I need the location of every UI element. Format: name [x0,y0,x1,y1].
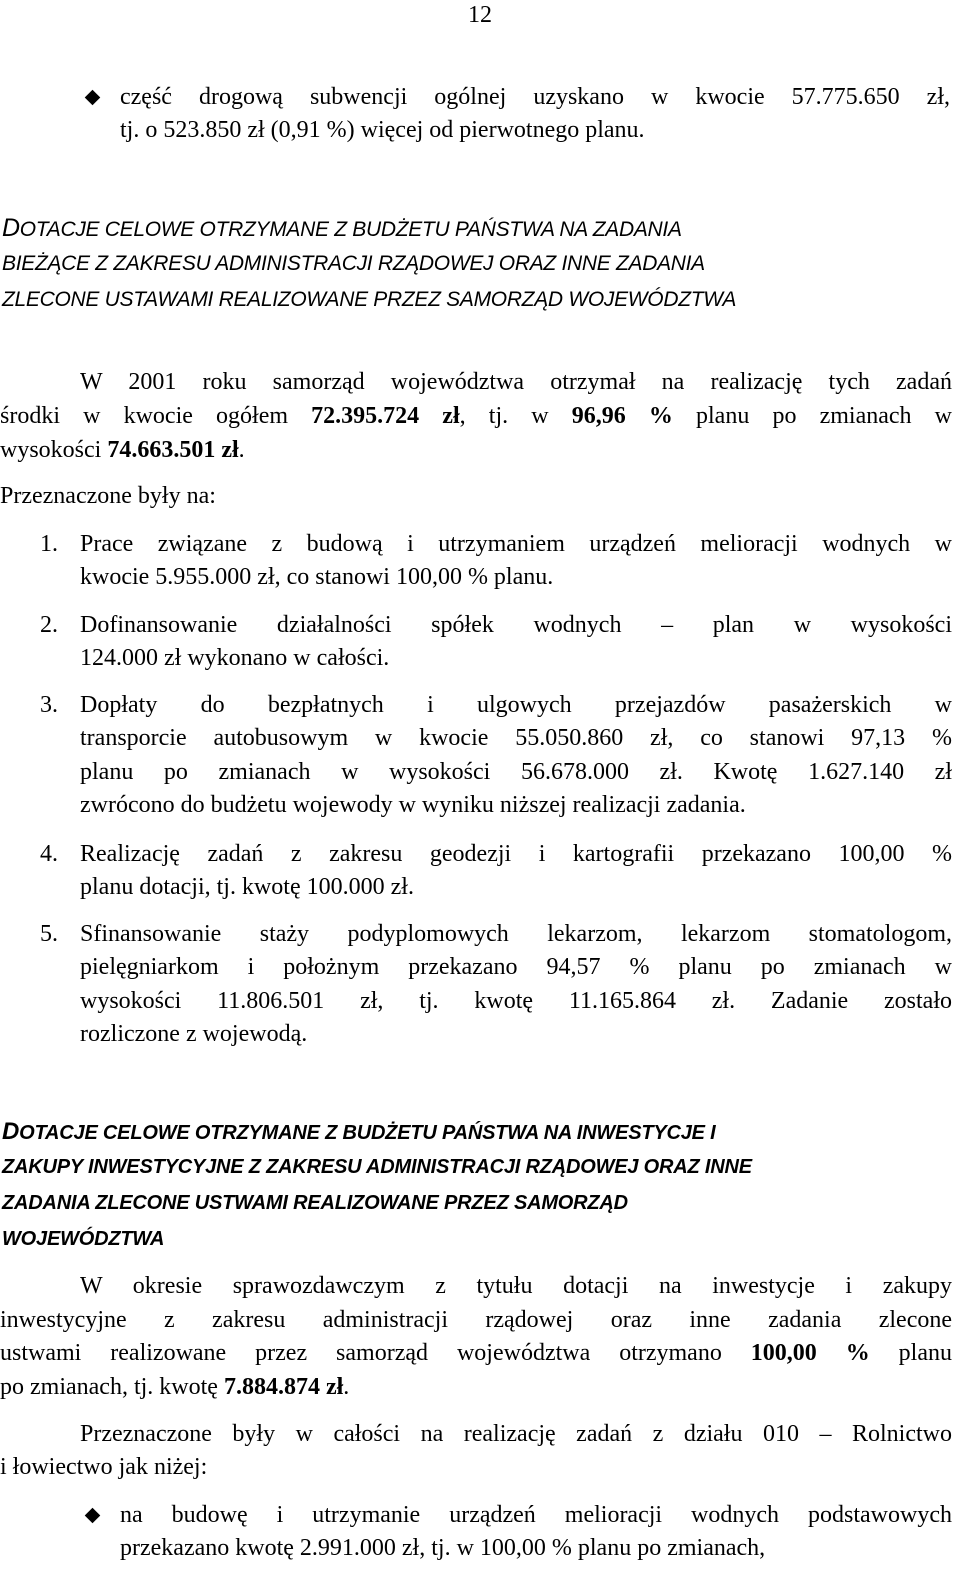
item-line: wysokości 11.806.501 zł, tj. kwotę 11.165.864 zł. Zadanie zostało [80,988,952,1014]
paragraph-line: środki w kwocie ogółem 72.395.724 zł, tj. w 96,96 % planu po zmianach w [0,403,953,429]
item-line: Sfinansowanie staży podyplomowych lekarzom, lekarzom stomatologom, [80,921,952,947]
section-heading: DOTACJE CELOWE OTRZYMANE Z BUDŻETU PAŃSTWA NA INWESTYCJE I [2,1118,716,1145]
item-number: 2. [40,612,58,638]
item-line: pielęgniarkom i położnym przekazano 94,57 % planu po zmianach w [80,954,952,980]
section-heading: DOTACJE CELOWE OTRZYMANE Z BUDŻETU PAŃSTWA NA ZADANIA [2,214,682,242]
item-line: Dofinansowanie działalności spółek wodnych – plan w wysokości [80,612,952,638]
item-line: Prace związane z budową i utrzymaniem urządzeń melioracji wodnych w [80,531,952,557]
item-number: 4. [40,841,58,867]
item-line: transporcie autobusowym w kwocie 55.050.860 zł, co stanowi 97,13 % [80,725,952,751]
item-number: 1. [40,531,58,557]
section-heading: BIEŻĄCE Z ZAKRESU ADMINISTRACJI RZĄDOWEJ ORAZ INNE ZADANIA [2,252,705,275]
bullet-text-line: przekazano kwotę 2.991.000 zł, tj. w 100,00 % planu po zmianach, [120,1535,766,1561]
paragraph-intro: Przeznaczone były na: [0,483,216,509]
paragraph-line: inwestycyjne z zakresu administracji rządowej oraz inne zadania zlecone [0,1307,952,1333]
item-line: zwrócono do budżetu wojewody w wyniku niższej realizacji zadania. [80,792,746,818]
paragraph-line: W okresie sprawozdawczym z tytułu dotacji na inwestycje i zakupy [80,1273,952,1299]
bullet-text-line: na budowę i utrzymanie urządzeń melioracji wodnych podstawowych [120,1502,952,1528]
bullet-text-line: tj. o 523.850 zł (0,91 %) więcej od pierwotnego planu. [120,117,645,143]
paragraph-line: Przeznaczone były w całości na realizację zadań z działu 010 – Rolnictwo [80,1421,952,1447]
item-line: kwocie 5.955.000 zł, co stanowi 100,00 % planu. [80,564,554,590]
paragraph-line: wysokości 74.663.501 zł. [0,437,245,463]
section-heading: ZADANIA ZLECONE USTWAMI REALIZOWANE PRZEZ SAMORZĄD [2,1192,628,1214]
item-line: rozliczone z wojewodą. [80,1021,308,1047]
section-heading: ZAKUPY INWESTYCYJNE Z ZAKRESU ADMINISTRACJI RZĄDOWEJ ORAZ INNE [2,1156,752,1178]
item-line: 124.000 zł wykonano w całości. [80,645,390,671]
paragraph-line: ustwami realizowane przez samorząd województwa otrzymano 100,00 % planu [0,1340,953,1366]
paragraph-line: po zmianach, tj. kwotę 7.884.874 zł. [0,1374,350,1400]
section-heading: ZLECONE USTAWAMI REALIZOWANE PRZEZ SAMORZĄD WOJEWÓDZTWA [2,288,737,311]
bullet-diamond-icon [85,90,101,106]
paragraph-line: W 2001 roku samorząd województwa otrzymał na realizację tych zadań [80,369,952,395]
section-heading: WOJEWÓDZTWA [2,1228,165,1250]
item-line: planu dotacji, tj. kwotę 100.000 zł. [80,874,414,900]
item-line: planu po zmianach w wysokości 56.678.000 zł. Kwotę 1.627.140 zł [80,759,952,785]
item-number: 5. [40,921,58,947]
item-number: 3. [40,692,58,718]
paragraph-line: i łowiectwo jak niżej: [0,1454,208,1480]
item-line: Realizację zadań z zakresu geodezji i kartografii przekazano 100,00 % [80,841,952,867]
bullet-text-line: część drogową subwencji ogólnej uzyskano w kwocie 57.775.650 zł, [120,84,950,110]
item-line: Dopłaty do bezpłatnych i ulgowych przejazdów pasażerskich w [80,692,952,718]
page-number: 12 [468,2,492,28]
bullet-diamond-icon [85,1508,101,1524]
